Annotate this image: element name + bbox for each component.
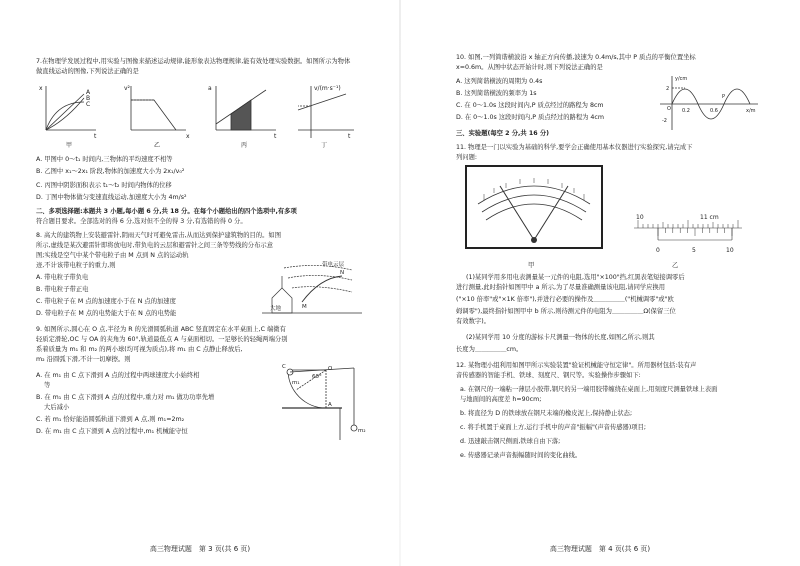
q9-angle: 60° [312,374,322,380]
q11-line2: 列问题: [456,154,478,161]
q12-step-e: e. 传感器记录声音振幅随时间的变化曲线。 [460,452,582,459]
q8-point-m: M [302,304,307,310]
section-2-note: 符合题目要求。全部选对的得 6 分,选对但不全的得 3 分,有选错的得 0 分。 [36,218,247,225]
g3-y-label: a [208,85,212,92]
g4-y-label: v/(m·s⁻¹) [314,85,341,92]
multimeter-dial [464,164,604,260]
q11-part1-line1: (1)某同学用多用电表测量某一元件的电阻,选用"×100"挡,红黑表笔短接调零后 [466,274,685,281]
section-2-title: 二、多项选择题:本题共 3 小题,每小题 6 分,共 18 分。在每个小题给出的四个选项中,有多项 [36,208,297,215]
q10-neg-amp-label: -2 [662,118,667,124]
q9-line1: 9. 如图所示,圆心在 O 点,半径为 R 的光滑圆弧轨道 ABC 竖直固定在水平桌面上,C 端微有 [36,326,286,333]
q9-mass-2: m₂ [358,428,366,434]
q9-point-c: C [282,364,286,370]
q7-option-a: A. 甲图中 0～t₁ 时间内,三物体的平均速度不相等 [36,156,173,163]
section-3-title: 三、实验题(每空 2 分,共 16 分) [456,130,550,137]
g2-x-label: x [186,133,190,140]
q9-option-c: C. 若 m₁ 恰好能沿圆弧轨道下滑到 A 点,则 m₁=2m₂ [36,416,185,423]
caliper-vernier-10: 10 [726,247,734,254]
q11-line1: 11. 物理是一门以实验为基础的科学,要学会正确使用基本仪器进行实验探究,请完成下 [456,144,693,151]
graph-caption-jia: 甲 [66,142,73,149]
q7-stem-line1: 7.在物理学发展过程中,用实验与图像来描述运动规律,能形象表达物理规律,能有效处理实验数据。如图所示为物体 [36,58,351,65]
q7-stem-line2: 做直线运动的图像,下列说法正确的是 [36,68,139,75]
q10-amp-label: 2 [666,86,670,92]
line-b [46,98,84,130]
q8-line3: 图;实线是空气中某个带电粒子由 M 点到 N 点的运动轨 [36,252,189,259]
q10-y-axis-label: y/cm [675,76,688,82]
q9-line4: m₂ 沿圆弧下滑,不计一切摩擦。则 [36,356,131,363]
q10-tick-2: 0.6 [710,108,718,114]
q10-line2: x=0.6m。从图中状态开始计时,则下列说法正确的是 [456,64,603,71]
q7-option-c: C. 丙图中阴影面积表示 t₁～t₂ 时间内物体的位移 [36,182,172,189]
caliper-main-10: 10 [636,214,644,221]
q8-line4: 迹,不计该带电粒子的重力,则 [36,262,116,269]
q10-option-d: D. 在 0～1.0s 这段时间内,P 质点经过的路程为 4cm [456,114,605,121]
q10-option-a: A. 这列简谐横波的周期为 0.4s [456,78,543,85]
line-c [46,102,84,130]
q8-option-a: A. 带电粒子带负电 [36,274,89,281]
q9-option-d: D. 在 m₁ 由 C 点下滑到 A 点的过程中,m₁ 机械能守恒 [36,428,188,435]
curve-label-c: C [86,101,91,108]
caliper-main-11: 11 cm [700,214,719,221]
q10-option-b: B. 这列简谐横波的频率为 1s [456,90,537,97]
q9-line2: 轻质定滑轮,OC 与 OA 的夹角为 60°,轨道最低点 A 与桌面相切。一足够长的轻绳两端分别 [36,336,288,343]
q10-point-p: P [722,94,726,100]
q8-line2: 所示,虚线是某次避雷针即将放电时,带负电的云层和避雷针之间三条等势线的分布示意 [36,242,273,249]
graph-caption-bing: 丙 [241,142,248,149]
g1-y-label: x [39,85,43,92]
right-footer: 高三物理试题 第 4 页(共 6 页) [549,545,651,553]
q8-option-d: D. 带电粒子在 M 点的电势能大于在 N 点的电势能 [36,310,177,317]
q11-part1-line2: 进行测量,此时指针如图甲中 a 所示,为了尽量准确测量该电阻,请同学应换用 [456,284,666,291]
right-page [400,0,800,566]
q11-part1-line5: 有效数字)。 [456,318,490,325]
q8-point-n: N [340,270,345,276]
g4-x-label: t [348,133,351,140]
q12-step-b: b. 将直径为 D 的铁球放在钢尺末端的橡皮泥上,保持静止状态; [460,410,633,417]
q12-step-a-cont: 与地面间的高度差 h=90cm; [460,396,542,403]
q12-step-d: d. 迅速敲击钢尺侧面,铁球自由下落; [460,438,561,445]
q12-step-a: a. 在钢尺的一端粘一薄层小胶带,钢尺的另一端用胶带缠绕在桌面上,用刻度尺测量铁球上表面 [460,386,718,393]
q10-x-axis-label: x/m [746,108,756,114]
q10-tick-1: 0.2 [682,108,690,114]
curve-label-a: A [86,89,91,96]
g1-x-label: t [94,133,97,140]
q9-line3: 系着质量为 m₁ 和 m₂ 的两小球(均可视为质点),将 m₁ 由 C 点静止释放后, [36,346,243,353]
q11-part2-line2: 长度为＿＿＿＿＿cm。 [456,346,523,353]
g3-x-label: t [274,133,277,140]
left-footer: 高三物理试题 第 3 页(共 6 页) [149,545,251,553]
q9-figure [282,362,372,442]
q9-point-o: O [328,366,333,372]
q8-option-b: B. 带电粒子带正电 [36,286,89,293]
q8-line1: 8. 高大的建筑物上安装避雷针,阴雨天气时可避免雷击,从而达到保护建筑物的目的。如图 [36,232,281,239]
line-a [46,94,84,130]
q8-cloud-label: 带电云层 [322,262,345,268]
q9-option-a-cont: 等 [44,382,51,389]
q9-option-a: A. 在 m₁ 由 C 点下滑到 A 点的过程中两球速度大小始终相 [36,372,200,379]
q9-option-b-cont: 大后减小 [44,404,70,411]
caliper-caption: 乙 [672,262,679,269]
g2-y-label: v² [124,85,130,92]
graph-caption-ding: 丁 [321,142,328,149]
q10-option-c: C. 在 0～1.0s 这段时间内,P 质点经过的路程为 8cm [456,102,604,109]
q10-origin: O [667,106,671,112]
q8-option-c: C. 带电粒子在 M 点的加速度小于在 N 点的加速度 [36,298,176,305]
q9-mass-1: m₁ [292,380,300,386]
q11-part1-line3: ("×10 倍率"或"×1K 倍率"),并进行必要的操作及＿＿＿＿＿("机械调零"或"欧 [456,296,674,303]
q8-ground-label: 大地 [270,306,282,312]
caliper-vernier-5: 5 [692,247,696,254]
q11-part2-line1: (2)某同学用 10 分度的游标卡尺测量一物体的长度,如图乙所示,则其 [466,334,655,341]
q11-part1-line4: 姆调零"),最终指针如图甲中 b 所示,则待测元件的电阻为＿＿＿＿＿Ω(保留三位 [456,308,676,315]
q7-graphs [36,80,356,150]
q8-figure [262,258,362,318]
q7-option-d: D. 丁图中物体做匀变速直线运动,加速度大小为 4m/s² [36,194,187,201]
q10-line1: 10. 如图,一列简谐横波沿 x 轴正方向传播,波速为 0.4m/s,其中 P 质点的平衡位置坐标 [456,54,696,61]
q12-line1: 12. 某物理小组利用如图甲所示实验装置"验证机械能守恒定律"。所用器材包括:装有声 [456,362,697,369]
graph-caption-yi: 乙 [154,142,161,149]
q7-option-b: B. 乙图中 x₁～2x₁ 阶段,物体的加速度大小为 2x₁/v₀² [36,168,185,175]
vernier-caliper [628,210,748,258]
q9-point-a: A [328,402,332,408]
caliper-vernier-0: 0 [656,247,660,254]
multimeter-caption: 甲 [528,262,535,269]
q12-line2: 音传感器的智能手机、铁球、刻度尺、钢尺等。实验操作步骤如下: [456,372,641,379]
q9-option-b: B. 在 m₁ 由 C 点下滑到 A 点的过程中,重力对 m₁ 做功功率先增 [36,394,215,401]
q12-step-c: c. 将手机置于桌面上方,运行手机中的声音"振幅"(声音传感器)项目; [460,424,647,431]
q10-wave-figure [658,74,762,132]
curve-label-b: B [86,95,91,102]
